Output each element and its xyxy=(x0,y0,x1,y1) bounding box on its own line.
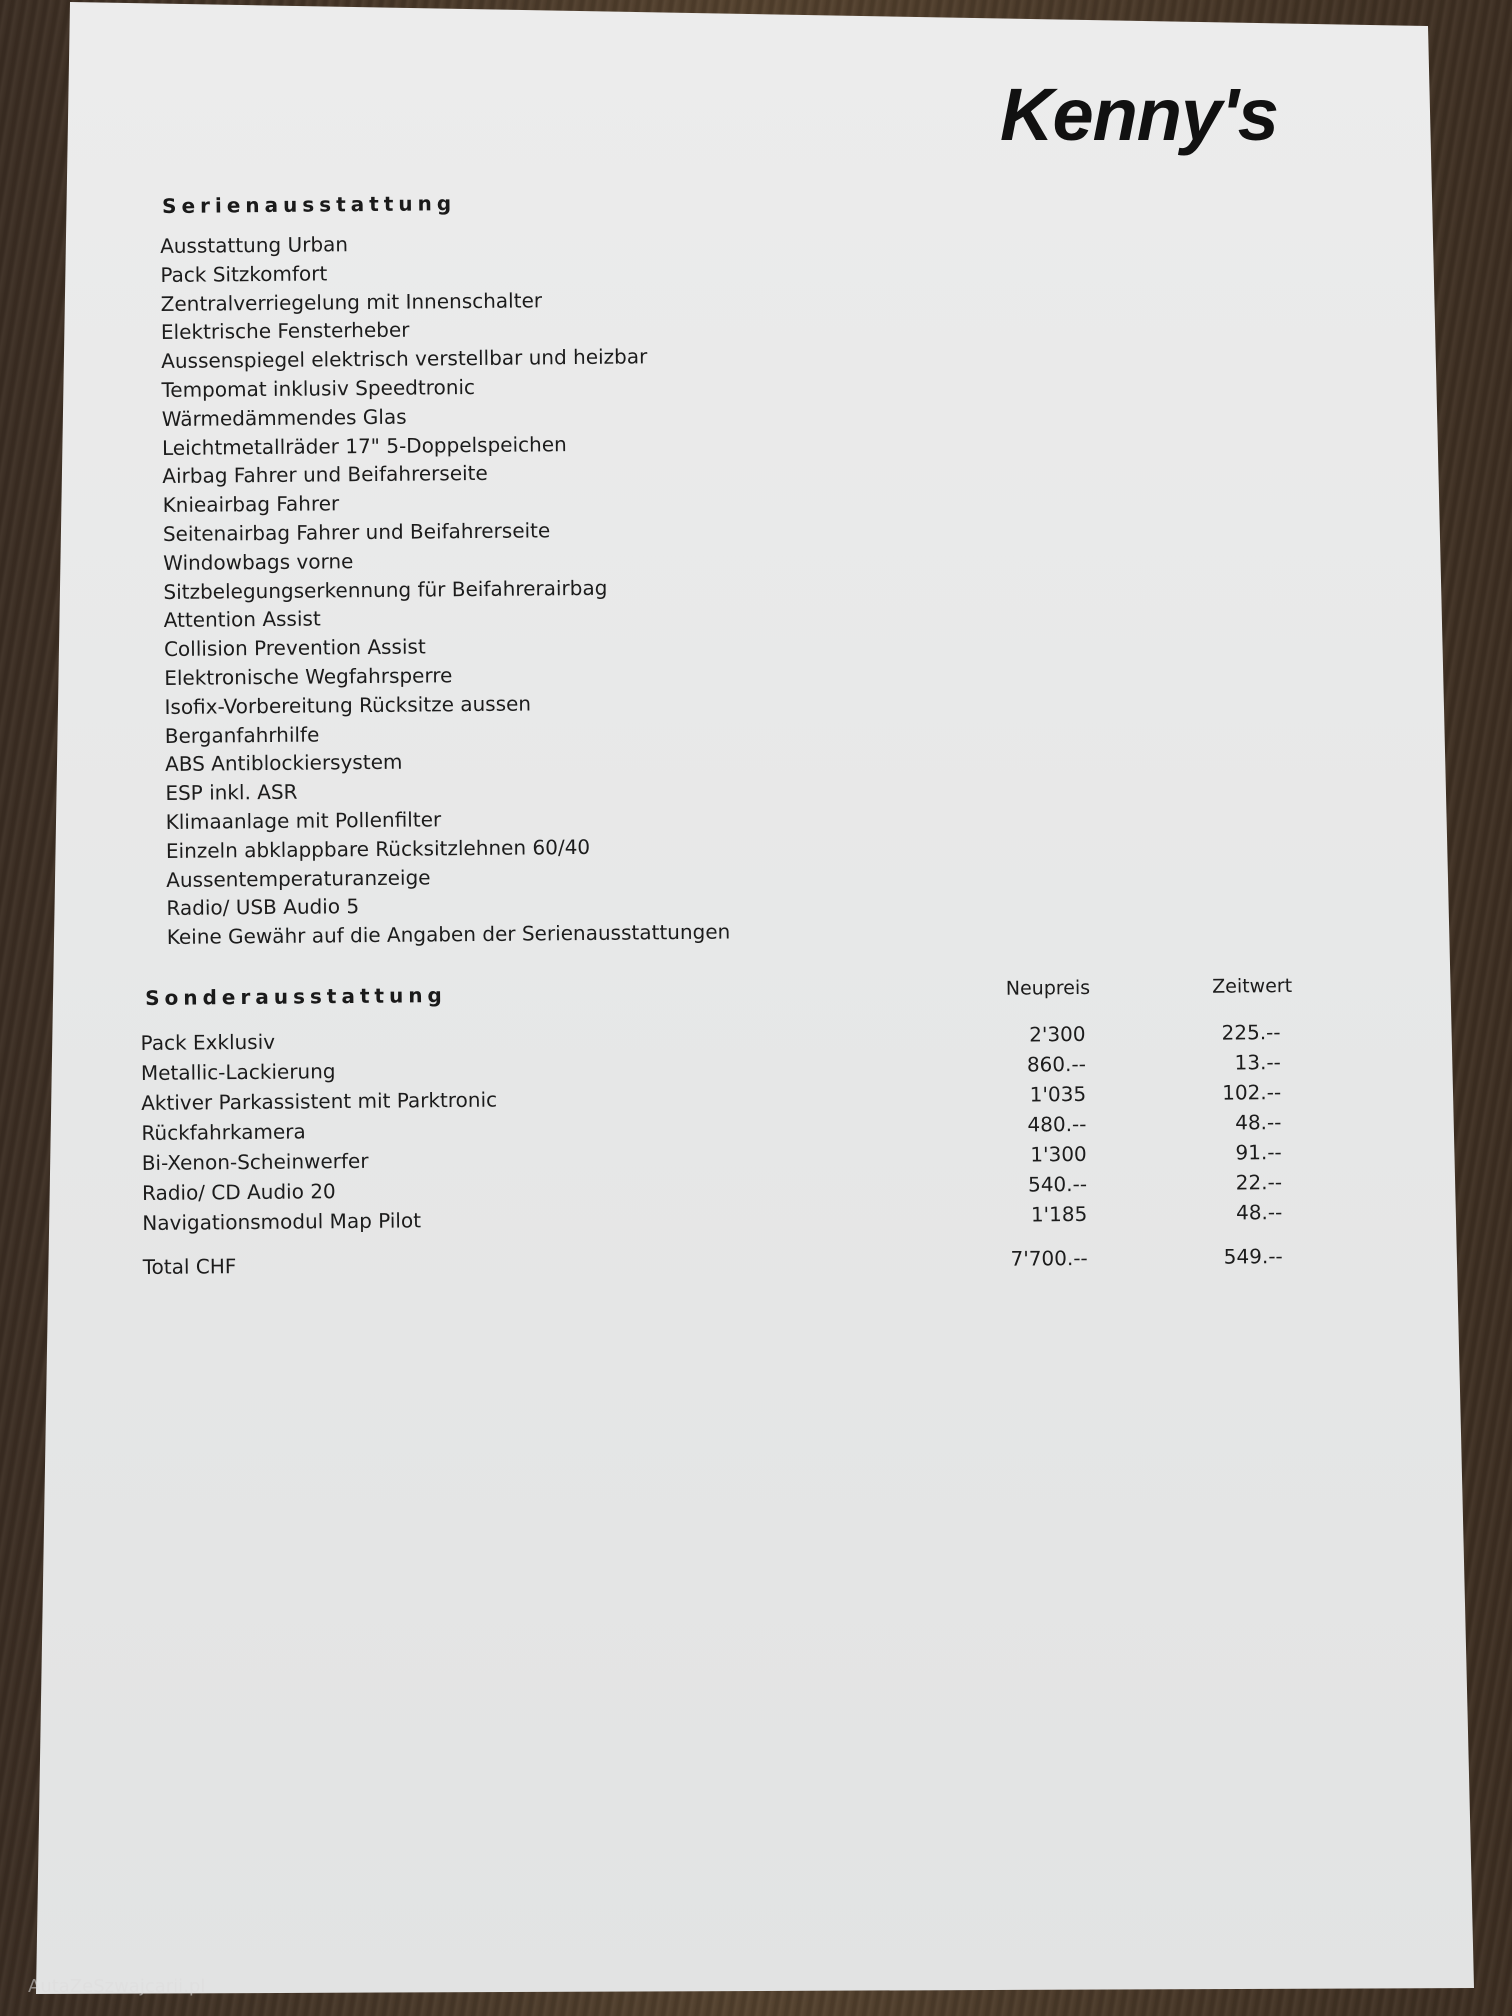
list-item: Sitzbelegungserkennung für Beifahrerairbag xyxy=(163,575,608,604)
list-item: Ausstattung Urban xyxy=(160,232,349,258)
row-current-value: 48.-- xyxy=(1235,1110,1282,1135)
row-current-value: 13.-- xyxy=(1234,1050,1281,1075)
list-item: Collision Prevention Assist xyxy=(163,634,426,662)
list-item: Aussenspiegel elektrisch verstellbar und heizbar xyxy=(161,344,648,374)
optional-equipment-title: Sonderausstattung xyxy=(145,983,447,1010)
standard-equipment-list xyxy=(160,225,867,952)
kennys-logo: Kenny's xyxy=(1000,73,1278,156)
list-item: ESP inkl. ASR xyxy=(165,779,298,806)
row-current-value: 102.-- xyxy=(1222,1080,1282,1105)
row-label: Pack Exklusiv xyxy=(140,1029,276,1055)
optional-equipment-table xyxy=(140,970,1293,1282)
row-current-value: 91.-- xyxy=(1235,1140,1282,1165)
row-new-price: 1'300 xyxy=(1030,1141,1087,1167)
list-item: Elektronische Wegfahrsperre xyxy=(164,663,453,690)
column-header-new-price: Neupreis xyxy=(1005,976,1091,1000)
list-item: Seitenairbag Fahrer und Beifahrerseite xyxy=(162,518,551,546)
list-item: Windowbags vorne xyxy=(163,548,354,575)
list-item: Berganfahrhilfe xyxy=(164,722,320,748)
row-new-price: 1'035 xyxy=(1029,1081,1087,1107)
list-item: Knieairbag Fahrer xyxy=(162,491,340,518)
total-label: Total CHF xyxy=(142,1254,237,1279)
row-label: Rückfahrkamera xyxy=(141,1119,306,1145)
row-new-price: 2'300 xyxy=(1029,1021,1086,1047)
total-current-value: 549.-- xyxy=(1223,1244,1283,1269)
list-item: Zentralverriegelung mit Innenschalter xyxy=(160,287,543,316)
standard-equipment-title: Serienausstattung xyxy=(162,191,457,218)
list-item: Isofix-Vorbereitung Rücksitze aussen xyxy=(164,691,532,719)
list-item: Wärmedämmendes Glas xyxy=(161,404,407,431)
row-current-value: 22.-- xyxy=(1235,1170,1283,1195)
row-label: Bi-Xenon-Scheinwerfer xyxy=(141,1148,369,1175)
row-label: Aktiver Parkassistent mit Parktronic xyxy=(141,1087,498,1115)
row-new-price: 860.-- xyxy=(1026,1051,1086,1077)
list-item: Radio/ USB Audio 5 xyxy=(166,894,360,921)
list-item: ABS Antiblockiersystem xyxy=(164,750,403,777)
optional-equipment-rows xyxy=(140,1018,1283,1282)
list-item: Keine Gewähr auf die Angaben der Serienausstattungen xyxy=(166,919,731,950)
list-item: Pack Sitzkomfort xyxy=(160,261,328,287)
row-current-value: 48.-- xyxy=(1235,1200,1283,1225)
row-new-price: 1'185 xyxy=(1030,1201,1088,1227)
row-new-price: 540.-- xyxy=(1027,1171,1088,1197)
list-item: Aussentemperaturanzeige xyxy=(166,864,431,892)
column-header-current-value: Zeitwert xyxy=(1212,974,1293,998)
list-item: Elektrische Fensterheber xyxy=(160,318,410,345)
row-current-value: 225.-- xyxy=(1221,1020,1281,1045)
list-item: Tempomat inklusiv Speedtronic xyxy=(161,374,476,402)
row-label: Radio/ CD Audio 20 xyxy=(141,1179,336,1205)
row-new-price: 480.-- xyxy=(1027,1111,1087,1137)
list-item: Leichtmetallräder 17" 5-Doppelspeichen xyxy=(161,431,567,460)
row-label: Navigationsmodul Map Pilot xyxy=(142,1208,422,1235)
list-item: Airbag Fahrer und Beifahrerseite xyxy=(162,461,488,489)
watermark: AutaZeSzwajcarii.pl xyxy=(28,1976,206,1997)
list-item: Einzeln abklappbare Rücksitzlehnen 60/40 xyxy=(165,834,591,863)
list-item: Attention Assist xyxy=(163,606,321,633)
total-new-price: 7'700.-- xyxy=(1010,1245,1088,1271)
list-item: Klimaanlage mit Pollenfilter xyxy=(165,807,442,834)
row-label: Metallic-Lackierung xyxy=(140,1059,336,1085)
